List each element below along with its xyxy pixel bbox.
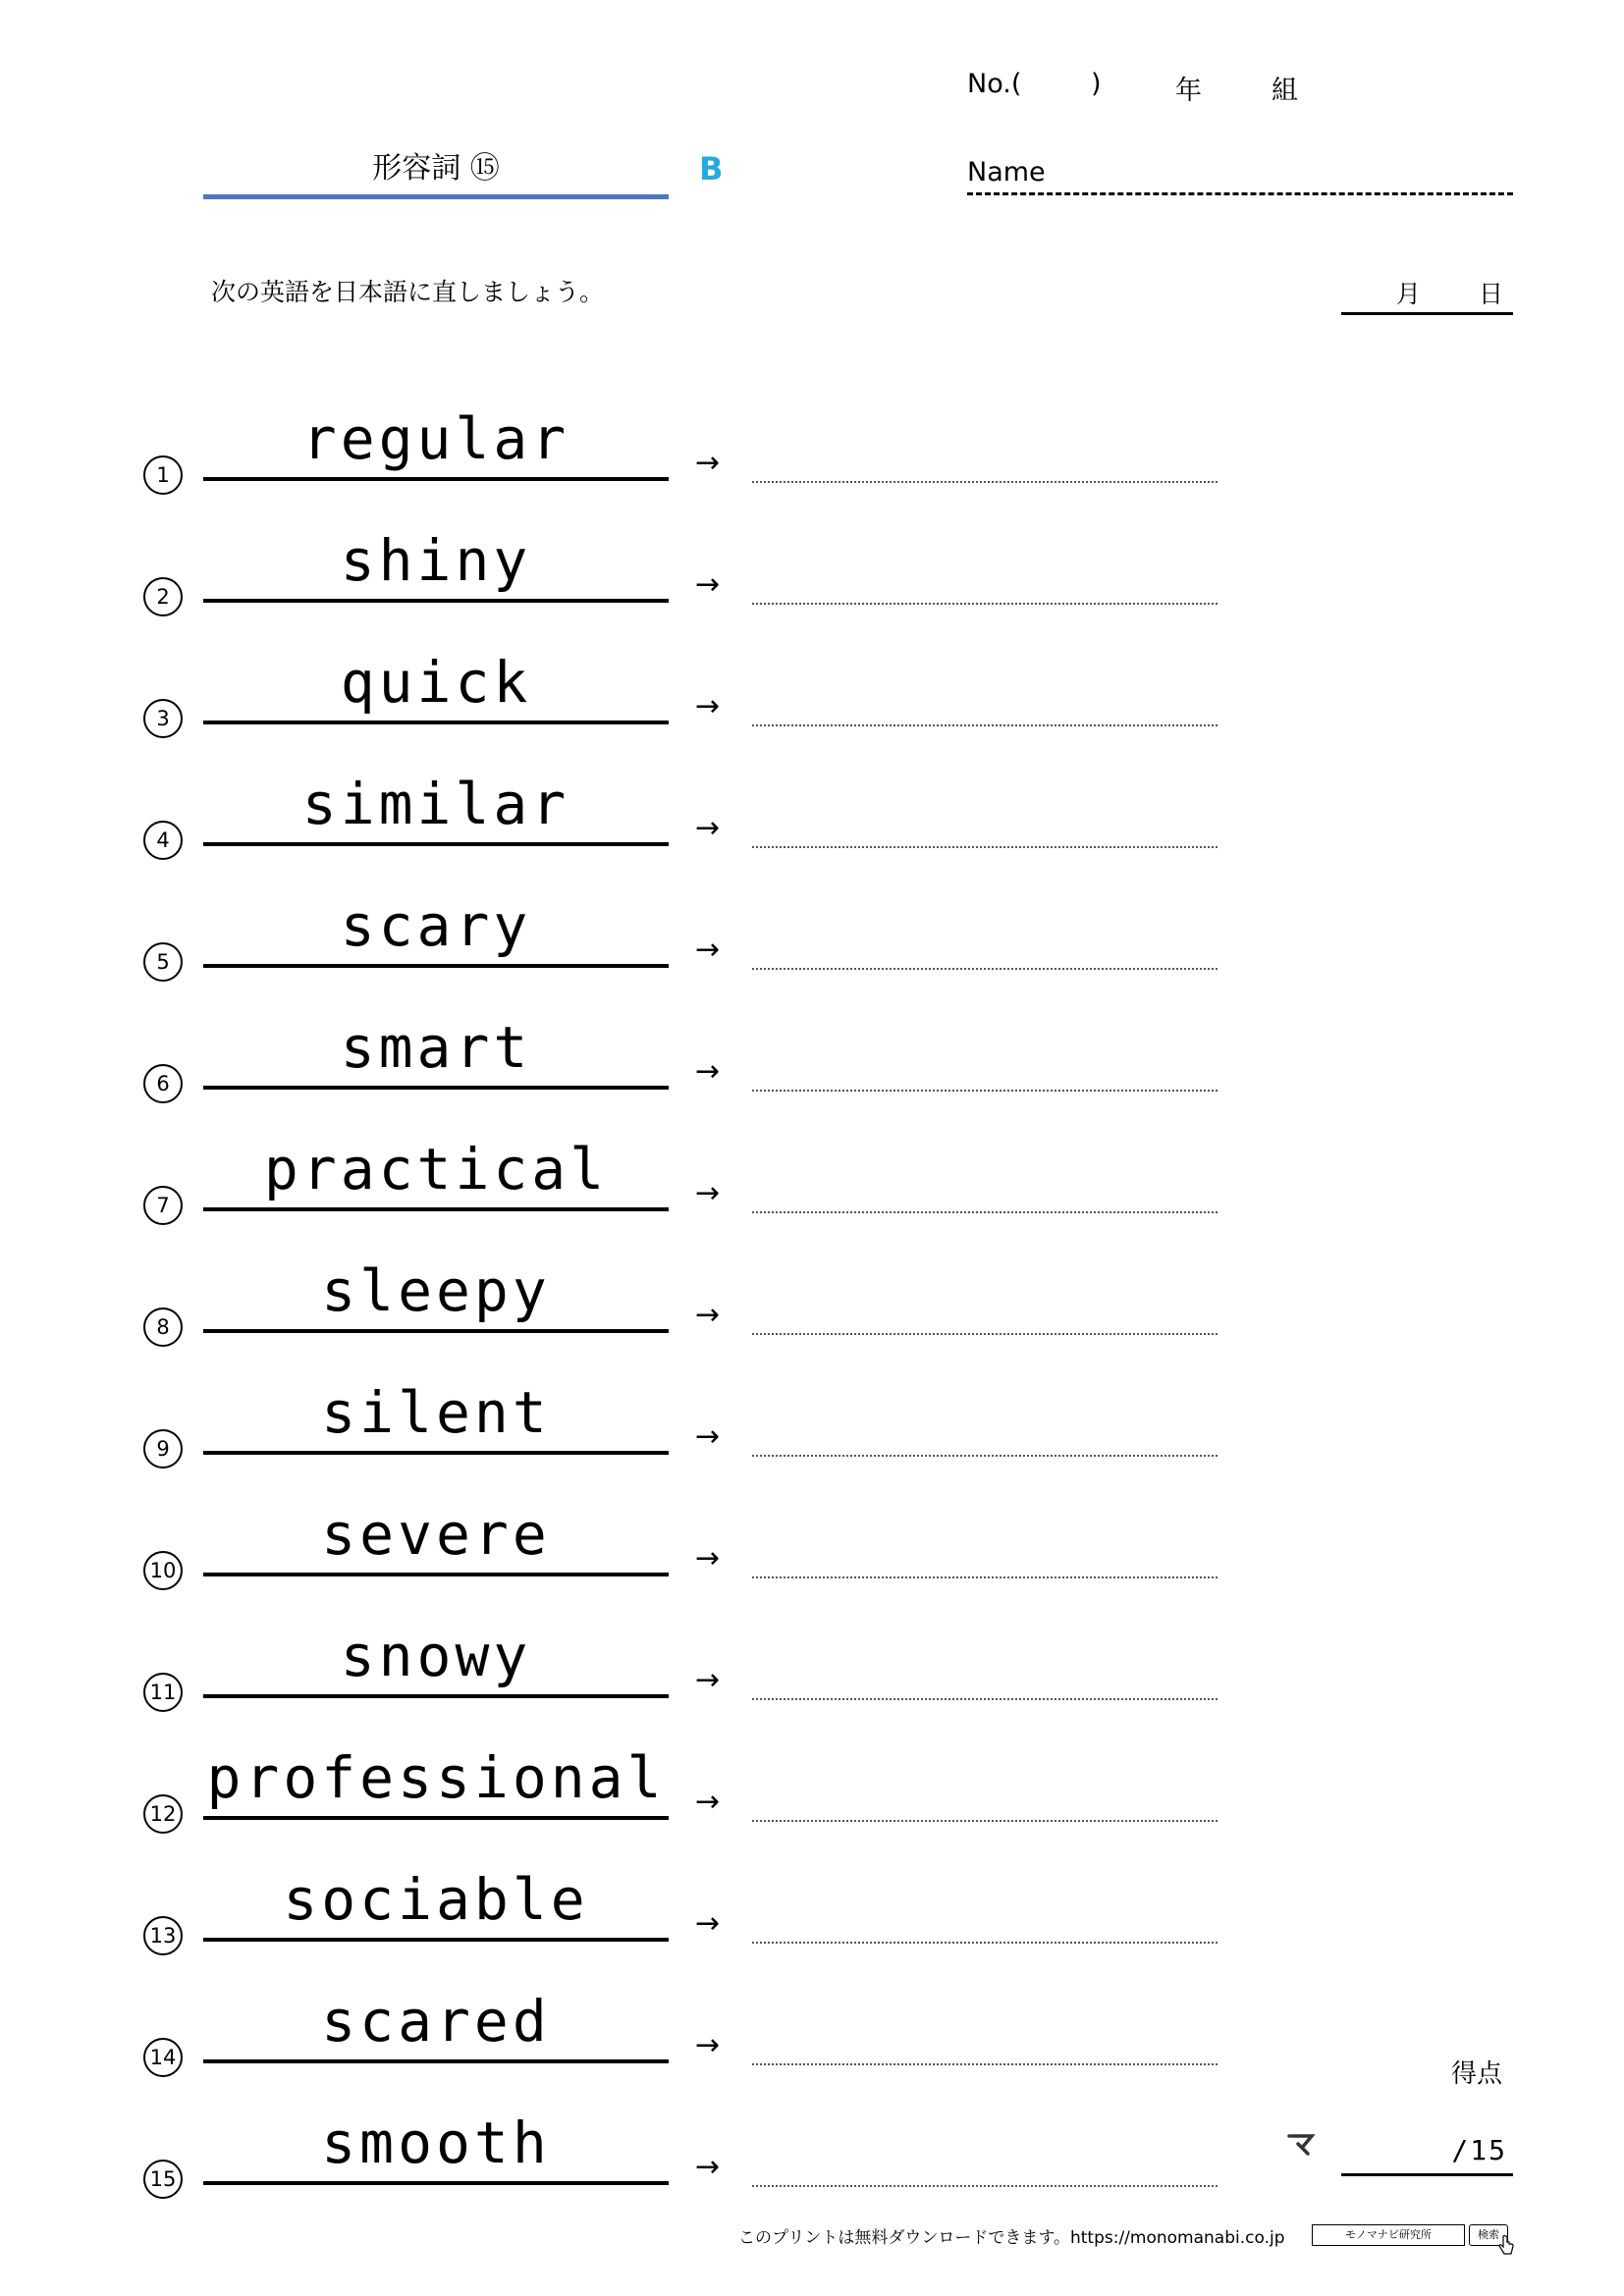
question-row <box>0 887 1624 1009</box>
class-label: 組 <box>1272 76 1298 106</box>
year-label: 年 <box>1175 76 1202 106</box>
search-button[interactable]: 検索 <box>1469 2224 1508 2246</box>
word-box <box>203 887 669 968</box>
answer-line[interactable] <box>752 1576 1218 1578</box>
answer-line[interactable] <box>752 968 1218 970</box>
question-number: 7 <box>143 1186 183 1225</box>
word-box <box>203 1861 669 1942</box>
word-box <box>203 1618 669 1698</box>
monomanabi-logo-icon <box>1286 2130 1316 2160</box>
score-label: 得点 <box>1451 2059 1503 2089</box>
answer-line[interactable] <box>752 2063 1218 2065</box>
question-row <box>0 1374 1624 1496</box>
answer-line[interactable] <box>752 481 1218 483</box>
question-number: 3 <box>143 699 183 738</box>
question-row <box>0 1009 1624 1131</box>
question-number: 13 <box>143 1916 183 1955</box>
instruction-text: 次の英語を日本語に直しましょう。 <box>211 278 605 306</box>
answer-line[interactable] <box>752 1455 1218 1457</box>
question-number: 1 <box>143 455 183 495</box>
month-label: 月 <box>1396 280 1422 308</box>
word-box <box>203 644 669 724</box>
english-word: snowy <box>340 1623 532 1689</box>
question-row <box>0 1496 1624 1618</box>
english-word: regular <box>301 405 570 472</box>
english-word: sociable <box>283 1866 589 1933</box>
question-row <box>0 644 1624 766</box>
arrow-icon: → <box>695 2028 721 2062</box>
answer-line[interactable] <box>752 846 1218 848</box>
answer-line[interactable] <box>752 603 1218 605</box>
question-number: 9 <box>143 1429 183 1468</box>
question-number: 4 <box>143 821 183 860</box>
answer-line[interactable] <box>752 724 1218 726</box>
english-word: sleepy <box>321 1257 551 1324</box>
answer-line[interactable] <box>752 1211 1218 1213</box>
footer-download-note: このプリントは無料ダウンロードできます。https://monomanabi.co.jp <box>738 2228 1285 2248</box>
answer-line[interactable] <box>752 1090 1218 1092</box>
question-row <box>0 1618 1624 1739</box>
english-word: scary <box>340 892 532 959</box>
english-word: smooth <box>321 2109 551 2176</box>
word-box <box>203 766 669 846</box>
arrow-icon: → <box>695 689 721 723</box>
arrow-icon: → <box>695 811 721 845</box>
question-number: 14 <box>143 2038 183 2077</box>
date-field[interactable] <box>1341 277 1513 315</box>
question-row <box>0 766 1624 887</box>
arrow-icon: → <box>695 1906 721 1941</box>
english-word: practical <box>263 1136 609 1202</box>
question-number: 15 <box>143 2160 183 2199</box>
answer-line[interactable] <box>752 1698 1218 1700</box>
word-box <box>203 522 669 603</box>
english-word: professional <box>206 1744 666 1811</box>
word-box <box>203 1496 669 1576</box>
question-row <box>0 1131 1624 1253</box>
english-word: silent <box>321 1379 551 1446</box>
word-box <box>203 1009 669 1090</box>
word-box <box>203 400 669 481</box>
arrow-icon: → <box>695 1663 721 1697</box>
word-box <box>203 2105 669 2185</box>
worksheet-title-area <box>203 147 669 199</box>
worksheet-title: 形容詞 ⑮ <box>372 151 500 186</box>
question-row <box>0 1253 1624 1374</box>
question-number: 2 <box>143 577 183 616</box>
site-search-box[interactable]: モノマナビ研究所 <box>1312 2224 1465 2246</box>
level-badge: B <box>699 150 724 187</box>
pointer-hand-icon <box>1496 2234 1516 2258</box>
day-label: 日 <box>1479 280 1504 308</box>
arrow-icon: → <box>695 933 721 967</box>
number-close: ) <box>1091 69 1102 99</box>
answer-line[interactable] <box>752 2185 1218 2187</box>
question-row <box>0 400 1624 522</box>
arrow-icon: → <box>695 1419 721 1454</box>
question-row <box>0 1739 1624 1861</box>
answer-line[interactable] <box>752 1333 1218 1335</box>
english-word: quick <box>340 649 532 716</box>
question-number: 12 <box>143 1794 183 1834</box>
question-row <box>0 522 1624 644</box>
english-word: smart <box>340 1014 532 1081</box>
answer-line[interactable] <box>752 1942 1218 1944</box>
english-word: severe <box>321 1501 551 1568</box>
word-box <box>203 1131 669 1211</box>
question-number: 6 <box>143 1064 183 1103</box>
word-box <box>203 1374 669 1455</box>
question-row <box>0 1861 1624 1983</box>
word-box <box>203 1983 669 2063</box>
word-box <box>203 1253 669 1333</box>
question-row <box>0 1983 1624 2105</box>
arrow-icon: → <box>695 2150 721 2184</box>
arrow-icon: → <box>695 1541 721 1575</box>
word-box <box>203 1739 669 1820</box>
score-total: /15 <box>1451 2134 1507 2166</box>
question-number: 11 <box>143 1673 183 1712</box>
arrow-icon: → <box>695 1785 721 1819</box>
question-number: 5 <box>143 942 183 982</box>
answer-line[interactable] <box>752 1820 1218 1822</box>
arrow-icon: → <box>695 567 721 602</box>
arrow-icon: → <box>695 1054 721 1089</box>
arrow-icon: → <box>695 1298 721 1332</box>
english-word: shiny <box>340 527 532 594</box>
name-label: Name <box>967 157 1046 187</box>
arrow-icon: → <box>695 1176 721 1210</box>
number-label: No.( <box>967 69 1022 99</box>
name-field[interactable] <box>967 155 1513 195</box>
score-field[interactable] <box>1341 2128 1513 2176</box>
english-word: similar <box>301 771 570 837</box>
arrow-icon: → <box>695 446 721 480</box>
english-word: scared <box>321 1988 551 2055</box>
question-number: 10 <box>143 1551 183 1590</box>
question-number: 8 <box>143 1308 183 1347</box>
